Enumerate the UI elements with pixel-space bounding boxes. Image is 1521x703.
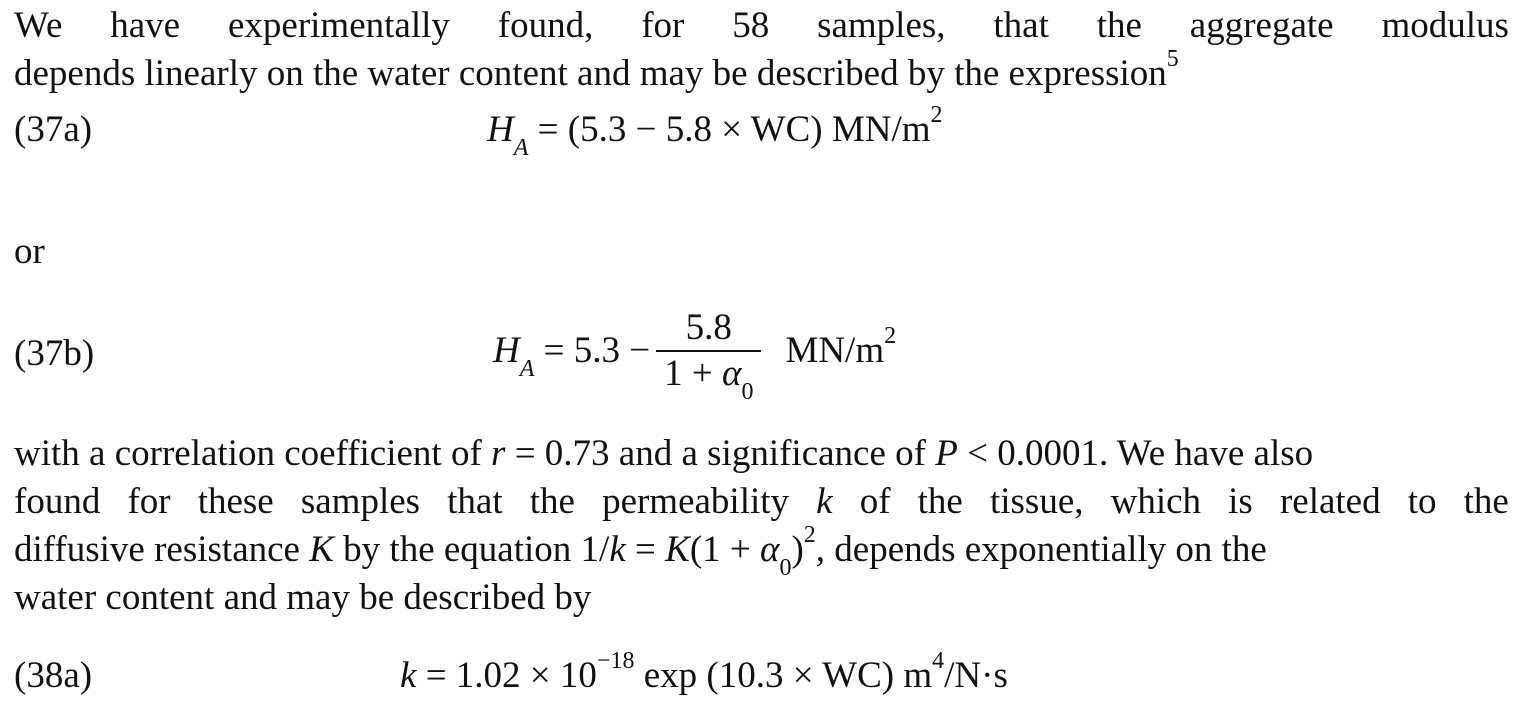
para2-l3-exp: 2	[803, 521, 816, 548]
var-p: P	[935, 433, 958, 474]
eq-37b-label: (37b)	[14, 333, 95, 374]
eq-38a-label: (38a)	[14, 655, 93, 696]
eq-37b-numerator: 5.8	[656, 306, 761, 352]
or-text: or	[14, 231, 45, 272]
para1-line1-word: samples,	[817, 5, 946, 46]
para2-l3-text-c: =	[625, 529, 666, 570]
paragraph-results	[14, 430, 1509, 622]
para1-line1-word: aggregate	[1189, 5, 1334, 46]
eq-37a-label: (37a)	[14, 109, 93, 150]
eq-37b-den-alpha: α	[722, 353, 742, 394]
para1-line2-text: depends linearly on the water content and may be described by the expression	[14, 53, 1167, 94]
var-k: k	[609, 529, 626, 570]
para1-line1-word: that	[993, 5, 1049, 46]
var-K: K	[309, 529, 334, 570]
para1-line1-word: the	[1096, 5, 1142, 46]
para2-line2-word: that	[447, 481, 503, 522]
var-K-2: K	[665, 529, 690, 570]
var-alpha: α	[760, 529, 780, 570]
eq-37b-fraction	[656, 306, 761, 406]
para2-line2-word: which	[1110, 481, 1202, 522]
para2-l3-text-a: diffusive resistance	[14, 529, 310, 570]
eq-38a-exp: −18	[596, 647, 635, 674]
para2-line2-word: permeability	[602, 481, 790, 522]
eq-37b-den-prefix: 1 +	[664, 353, 723, 394]
eq-37b-unit: MN/m	[785, 330, 885, 371]
para2-line2-word: samples	[300, 481, 421, 522]
eq-37a-rhs: = (5.3 − 5.8 × WC) MN/m	[528, 109, 931, 150]
para2-line2-word: tissue,	[989, 481, 1084, 522]
para2-l3-text-e: )	[791, 529, 804, 570]
para2-line4: water content and may be described by	[14, 577, 592, 618]
equation-38a	[400, 647, 1008, 700]
para2-line2-word: to	[1407, 481, 1437, 522]
var-r: r	[491, 433, 506, 474]
para1-line1-word: have	[110, 5, 181, 46]
para2-l1-text-b: = 0.73 and a significance of	[505, 433, 936, 474]
eq-37b-unit-exp: 2	[884, 322, 897, 349]
para2-line2-word: of	[859, 481, 891, 522]
eq-37b-denominator	[656, 352, 761, 406]
eq-37a-unit-exp: 2	[930, 101, 943, 128]
eq-37b-lhs-sub: A	[519, 356, 535, 383]
equation-37a	[487, 101, 943, 162]
eq-37b-lhs-var: H	[493, 330, 520, 371]
para2-l1-text-c: < 0.0001. We have also	[957, 433, 1314, 474]
para2-l1-text-a: with a correlation coefficient of	[14, 433, 492, 474]
para2-line2-word: for	[127, 481, 171, 522]
para2-line2-word: the	[1463, 481, 1509, 522]
eq-38a-lhs: k	[400, 655, 417, 696]
eq-37b-den-sub: 0	[741, 379, 754, 406]
var-alpha-sub: 0	[779, 555, 792, 582]
equation-37b	[493, 306, 897, 406]
para2-line2-word: found	[14, 481, 101, 522]
footnote-marker[interactable]: 5	[1166, 45, 1179, 72]
eq-38a-rhs-c: /N·s	[944, 655, 1008, 696]
para1-line1-word: We	[14, 5, 63, 46]
para1-line1-word: modulus	[1381, 5, 1509, 46]
para1-line2	[14, 45, 1509, 98]
para2-l3-text-f: , depends exponentially on the	[815, 529, 1267, 570]
para2-l3-text-d: (1 +	[689, 529, 761, 570]
var-k-permeability: k	[816, 481, 833, 522]
para2-line2-word: the	[917, 481, 963, 522]
eq-37b-rhs-prefix: = 5.3 −	[534, 330, 651, 371]
para1-line1-word: for	[641, 5, 685, 46]
paragraph-intro	[14, 2, 1509, 98]
eq-38a-rhs-a: = 1.02 × 10	[416, 655, 597, 696]
para2-line2-word: these	[197, 481, 274, 522]
eq-38a-unit-exp: 4	[932, 647, 945, 674]
eq-37a-lhs-var: H	[487, 109, 514, 150]
para2-line2-word: is	[1228, 481, 1253, 522]
para1-line1-word: found,	[497, 5, 594, 46]
eq-37a-lhs-sub: A	[513, 135, 529, 162]
para2-line3	[14, 521, 1509, 582]
eq-38a-rhs-b: exp (10.3 × WC) m	[634, 655, 933, 696]
para2-line2-word: the	[529, 481, 575, 522]
para1-line1-word: experimentally	[227, 5, 450, 46]
para1-line1-word: 58	[732, 5, 770, 46]
para2-line2	[14, 478, 1509, 526]
para2-l3-text-b: by the equation 1/	[333, 529, 610, 570]
para2-line2-word: related	[1279, 481, 1381, 522]
para2-line1	[14, 430, 1509, 478]
para1-line1	[14, 2, 1509, 50]
